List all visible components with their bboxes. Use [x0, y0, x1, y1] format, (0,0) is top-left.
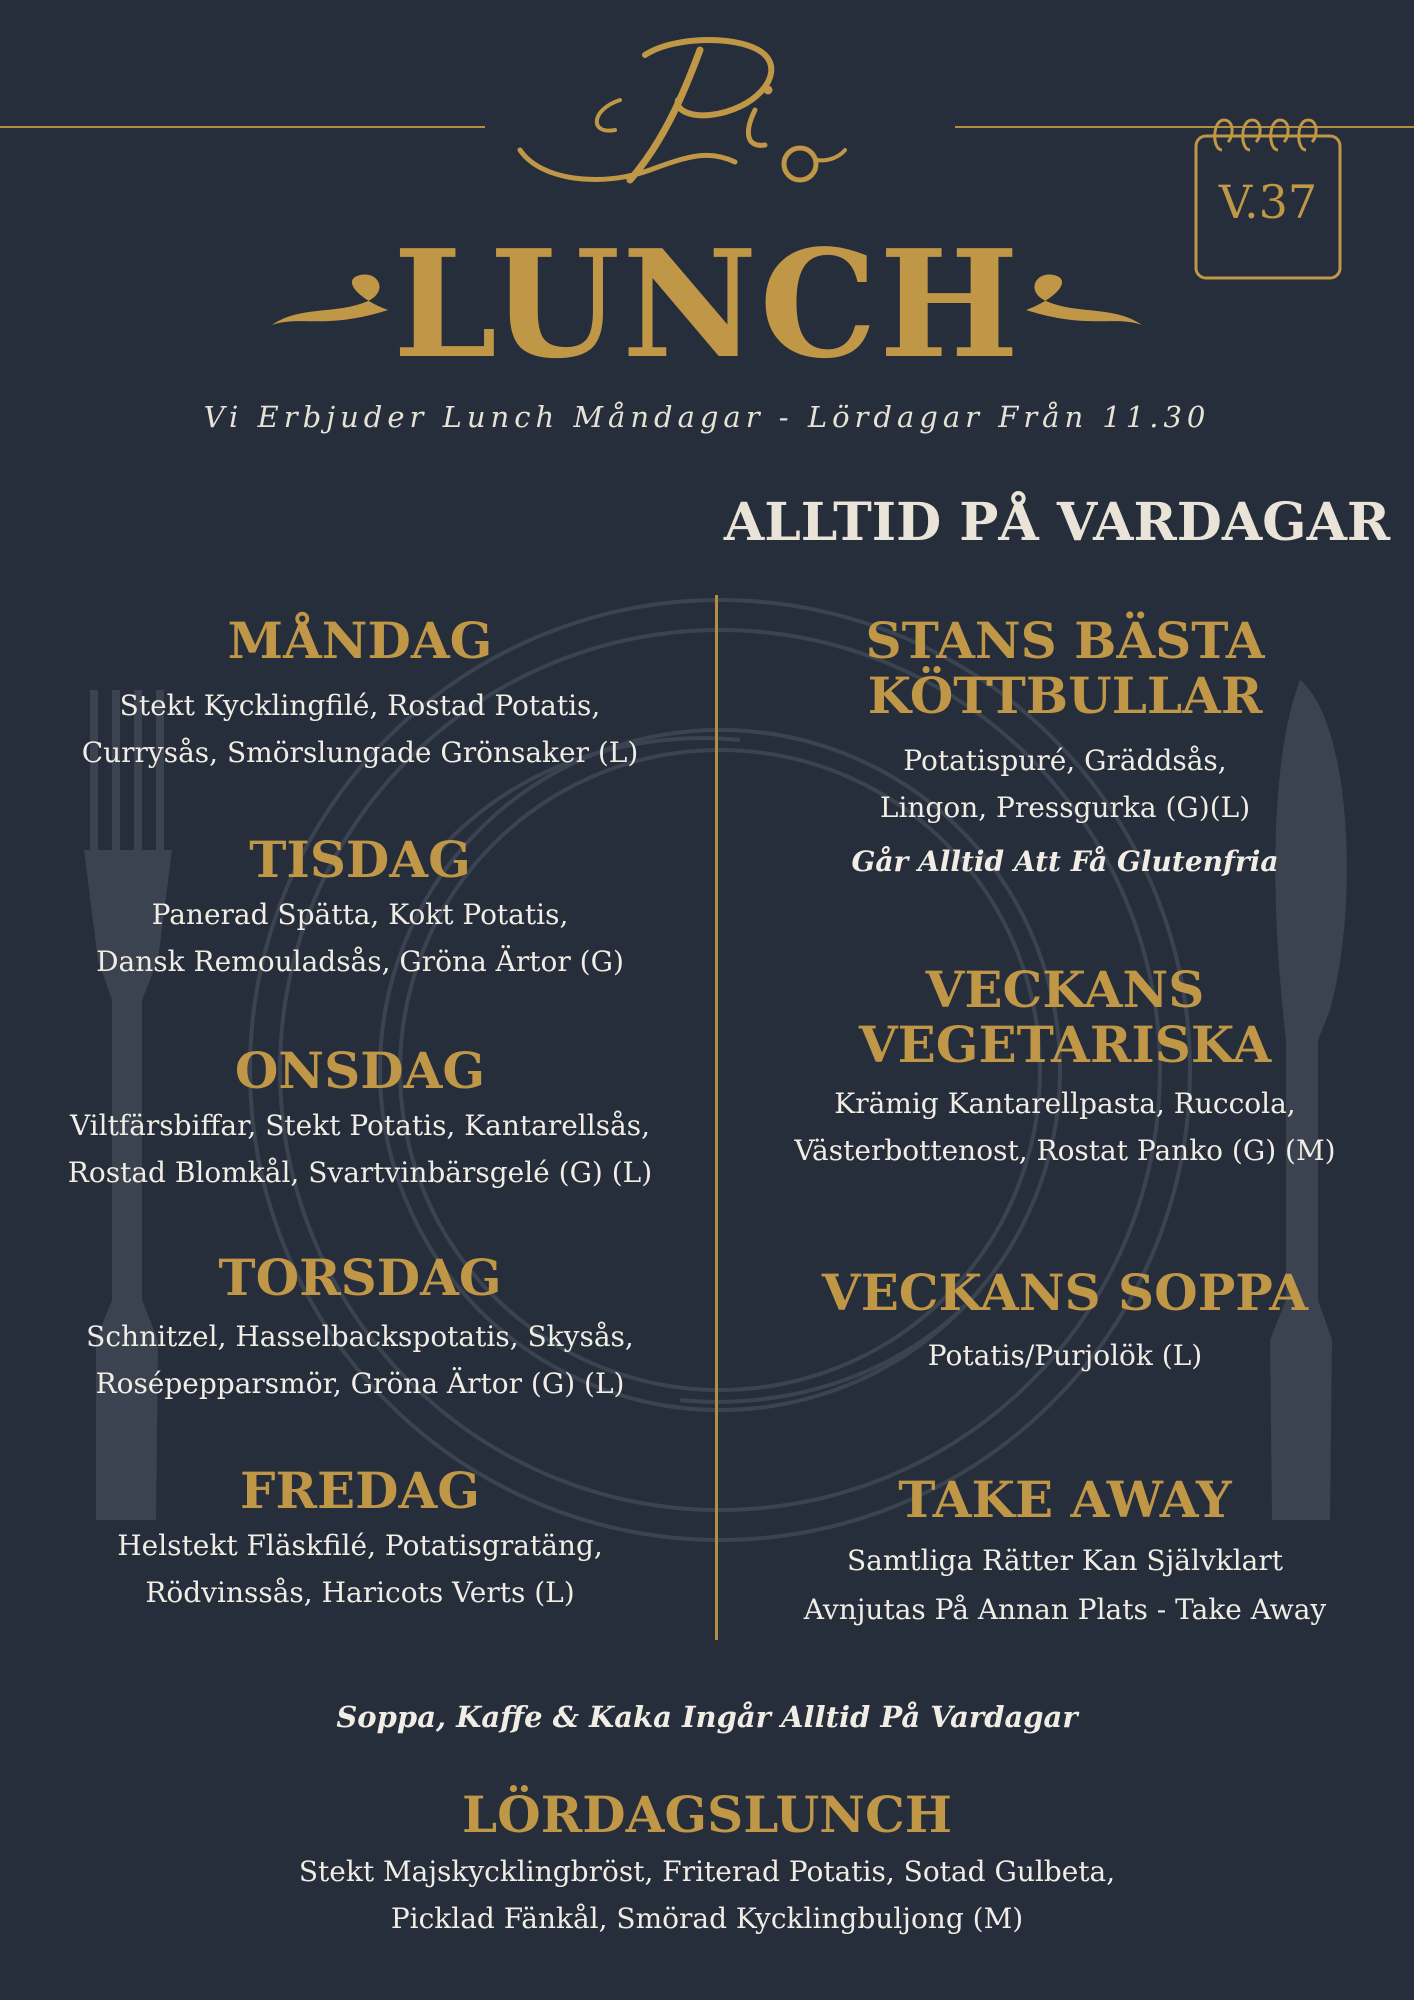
weekday-tuesday [20, 832, 700, 985]
pio-logo [500, 30, 930, 210]
dish-line: Panerad Spätta, Kokt Potatis, [151, 898, 569, 931]
vegetarian-section [745, 962, 1385, 1174]
dish-line: Krämig Kantarellpasta, Ruccola, [834, 1087, 1296, 1120]
dish-line: Stekt Majskycklingbröst, Friterad Potatis, Sotad Gulbeta, [298, 1855, 1116, 1888]
vegetarian-heading: VEGETARISKA [858, 1015, 1272, 1074]
weekday-thursday [20, 1250, 700, 1407]
dish-line: Picklad Fänkål, Smörad Kycklingbuljong (M) [390, 1902, 1024, 1935]
meatballs-heading: KÖTTBULLAR [867, 666, 1263, 725]
page-title: LUNCH [393, 217, 1021, 391]
dish-line: Dansk Remouladsås, Gröna Ärtor (G) [96, 945, 624, 978]
flourish-right-icon [1024, 270, 1144, 350]
day-heading: TORSDAG [218, 1248, 502, 1307]
saturday-section [0, 1787, 1414, 1942]
weekday-wednesday [20, 1043, 700, 1196]
dish-line: Västerbottenost, Rostat Panko (G) (M) [794, 1134, 1336, 1167]
opening-hours-tagline: Vi Erbjuder Lunch Måndagar - Lördagar Från 11.30 [203, 400, 1211, 434]
saturday-heading: LÖRDAGSLUNCH [462, 1785, 952, 1844]
meatballs-section [745, 613, 1385, 878]
included-note-block [0, 1700, 1414, 1734]
dish-line: Rostad Blomkål, Svartvinbärsgelé (G) (L) [67, 1156, 653, 1189]
week-badge: V.37 [1218, 175, 1318, 229]
included-note: Soppa, Kaffe & Kaka Ingår Alltid På Vardagar [336, 1700, 1078, 1734]
day-heading: MÅNDAG [227, 611, 493, 670]
header-rule-left [0, 126, 485, 128]
takeaway-line: Avnjutas På Annan Plats - Take Away [803, 1593, 1327, 1626]
dish-line: Currysås, Smörslungade Grönsaker (L) [81, 736, 639, 769]
day-heading: FREDAG [239, 1461, 480, 1520]
meatballs-heading: STANS BÄSTA [865, 611, 1265, 670]
day-heading: TISDAG [249, 830, 471, 889]
day-heading: ONSDAG [234, 1041, 486, 1100]
dish-line: Lingon, Pressgurka (G)(L) [879, 791, 1251, 824]
dish-line: Rosépepparsmör, Gröna Ärtor (G) (L) [95, 1367, 625, 1400]
header-rule-right [955, 126, 1414, 128]
soup-heading: VECKANS SOPPA [821, 1263, 1309, 1322]
gluten-free-note: Går Alltid Att Få Glutenfria [851, 845, 1279, 878]
takeaway-heading: TAKE AWAY [898, 1470, 1232, 1529]
weekday-monday [20, 613, 700, 776]
always-section-title: ALLTID PÅ VARDAGAR [723, 492, 1391, 553]
dish-line: Rödvinssås, Haricots Verts (L) [145, 1576, 575, 1609]
dish-line: Viltfärsbiffar, Stekt Potatis, Kantarellsås, [69, 1109, 651, 1142]
takeaway-section [745, 1472, 1385, 1633]
vegetarian-heading: VECKANS [925, 960, 1205, 1019]
dish-line: Helstekt Fläskfilé, Potatisgratäng, [117, 1529, 603, 1562]
takeaway-line: Samtliga Rätter Kan Självklart [846, 1544, 1283, 1577]
dish-line: Schnitzel, Hasselbackspotatis, Skysås, [86, 1320, 634, 1353]
column-divider [715, 595, 718, 1640]
weekday-friday [20, 1463, 700, 1616]
soup-section [745, 1265, 1385, 1379]
dish-line: Potatis/Purjolök (L) [927, 1339, 1203, 1372]
dish-line: Potatispuré, Gräddsås, [903, 744, 1227, 777]
dish-line: Stekt Kycklingfilé, Rostad Potatis, [119, 689, 601, 722]
